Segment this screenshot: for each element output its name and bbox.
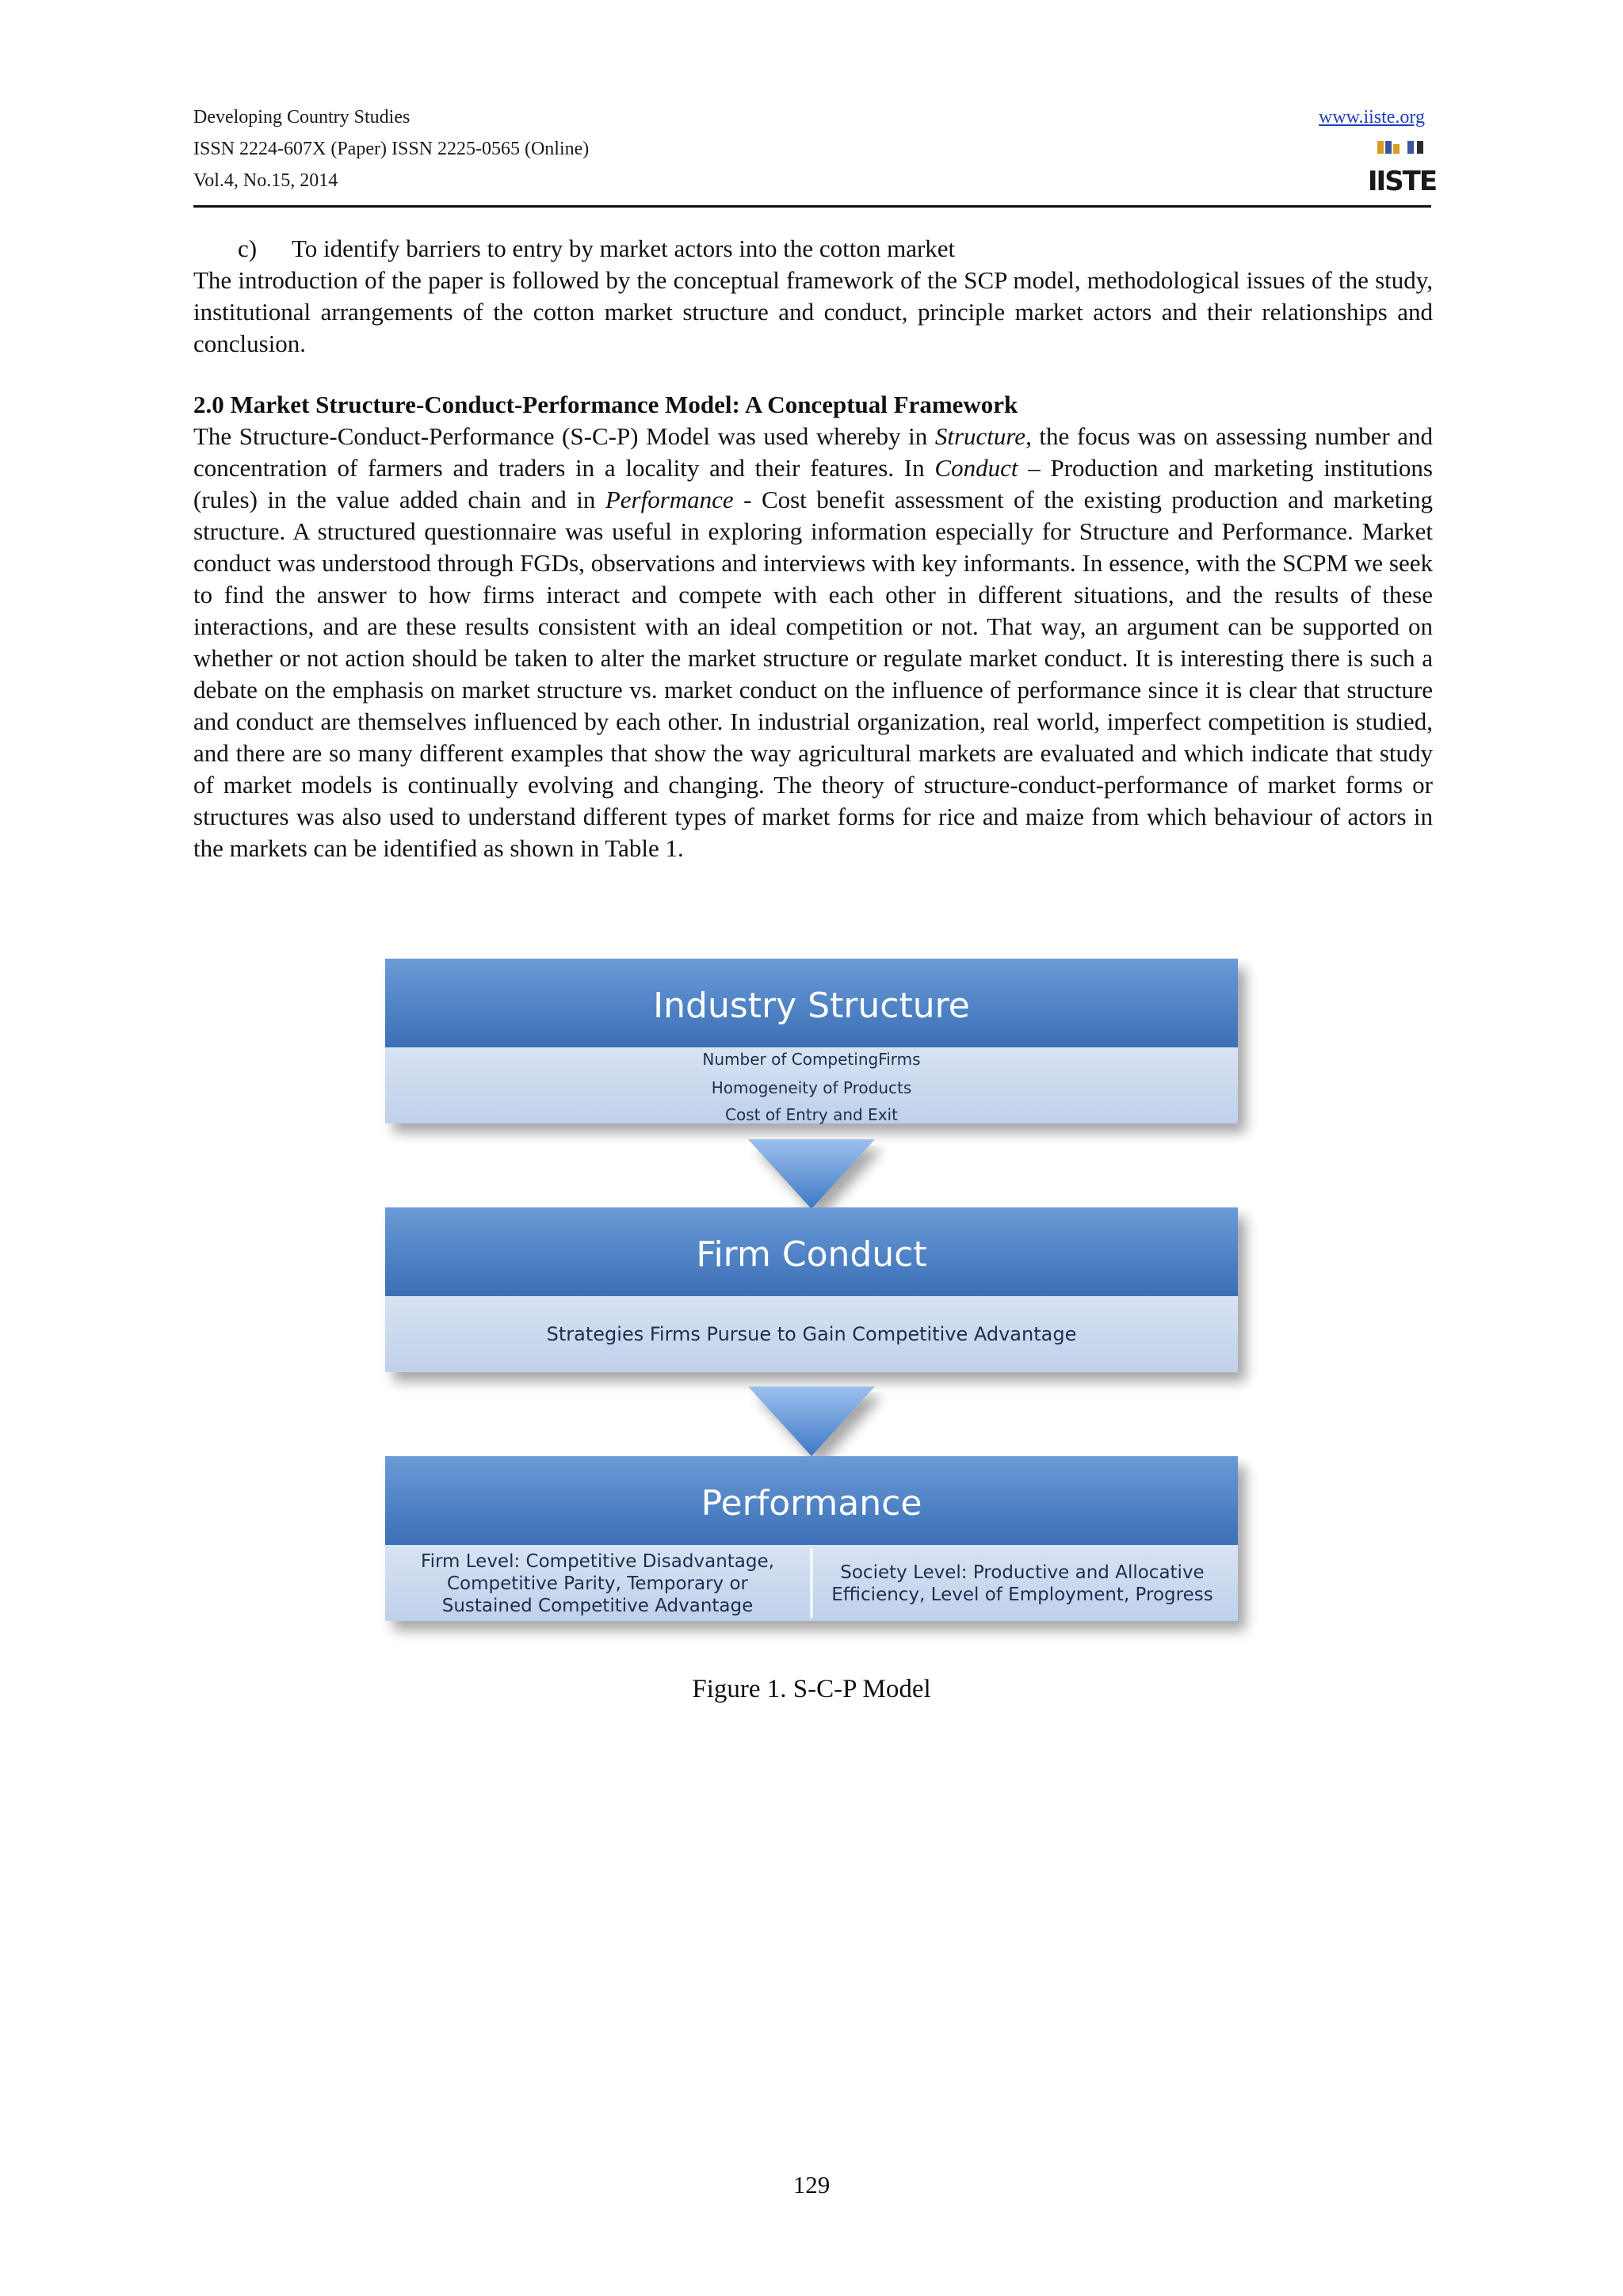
firm-conduct-title: Firm Conduct <box>696 1234 927 1275</box>
firm-level-line: Sustained Competitive Advantage <box>441 1596 754 1616</box>
firm-level-line: Competitive Parity, Temporary or <box>446 1573 749 1594</box>
journal-url-link[interactable]: www.iiste.org <box>1319 107 1425 128</box>
objective-list-item <box>238 233 955 265</box>
figure-caption: Figure 1. S-C-P Model <box>692 1675 931 1703</box>
journal-volume: Vol.4, No.15, 2014 <box>193 170 338 191</box>
society-level-line: Efficiency, Level of Employment, Progress <box>831 1585 1213 1605</box>
industry-structure-box <box>385 959 1238 1123</box>
firm-conduct-box <box>385 1207 1238 1372</box>
page-number: 129 <box>792 2171 831 2199</box>
down-arrow-2 <box>748 1386 875 1456</box>
header-rule <box>193 205 1431 208</box>
intro-paragraph: The introduction of the paper is followed by the conceptual framework of the SCP model, methodological issues of the study, institutional arrangements of the cotton market structure and conduct, principle market actors and their relationships and conclusion. <box>193 266 1433 357</box>
structure-item: Homogeneity of Products <box>711 1078 912 1097</box>
paragraph-text: - Cost benefit assessment of the existing production and marketing structure. A structured questionnaire was useful in exploring information especially for Structure and Performance. Market conduct was understood through FGDs, observations and interviews with key informants. In essence, with the SCPM we seek to find the answer to how firms interact and compete with each other in different situations, and the results of these interactions, and are these results consistent with an ideal competition or not. That way, an argument can be supported on whether or not action should be taken to alter the market structure or regulate market conduct. It is interesting there is such a debate on the emphasis on market structure vs. market conduct on the influence of performance since it is clear that structure and conduct are themselves influenced by each other. In industrial organization, real world, imperfect competition is studied, and there are so many different examples that show the way agricultural markets are evaluated and which indicate that study of market models is continually evolving and changing. The theory of structure-conduct-performance of market forms or structures was also used to understand different types of market forms for rice and maize from which behaviour of actors in the markets can be identified as shown in Table 1. <box>193 486 1434 862</box>
society-level-line: Society Level: Productive and Allocative <box>840 1562 1205 1583</box>
emphasis-conduct: Conduct <box>934 454 1018 482</box>
firm-level-line: Firm Level: Competitive Disadvantage, <box>421 1551 774 1572</box>
performance-title: Performance <box>701 1483 922 1524</box>
section-paragraph <box>193 421 1433 864</box>
running-header <box>193 101 1437 197</box>
emphasis-structure: Structure, <box>934 422 1032 450</box>
down-arrow-1 <box>748 1139 875 1209</box>
iiste-logo <box>1367 138 1437 197</box>
journal-issn: ISSN 2224-607X (Paper) ISSN 2225-0565 (Online) <box>193 139 590 159</box>
paragraph-text: The Structure-Conduct-Performance (S-C-P) Model was used whereby in <box>193 422 935 450</box>
emphasis-performance: Performance <box>605 486 734 513</box>
structure-item: Cost of Entry and Exit <box>725 1105 898 1124</box>
scp-diagram <box>372 941 1323 1686</box>
logo-wordmark: IISTE <box>1367 166 1437 197</box>
conduct-item: Strategies Firms Pursue to Gain Competitive Advantage <box>546 1323 1077 1345</box>
scp-model-figure <box>372 941 1323 1686</box>
journal-name: Developing Country Studies <box>193 107 411 128</box>
paragraph-text: – Production and marketing institutions (rules) in the value added chain and in <box>193 454 1434 513</box>
industry-structure-title: Industry Structure <box>653 986 970 1026</box>
list-marker: c) <box>238 235 258 262</box>
structure-item: Number of CompetingFirms <box>702 1050 921 1069</box>
paragraph-text: the focus was on assessing number and concentration of farmers and traders in a locality and their features. In <box>193 422 1433 482</box>
section-heading: 2.0 Market Structure-Conduct-Performance Model: A Conceptual Framework <box>193 391 1018 418</box>
list-item-text: To identify barriers to entry by market actors into the cotton market <box>292 235 956 262</box>
